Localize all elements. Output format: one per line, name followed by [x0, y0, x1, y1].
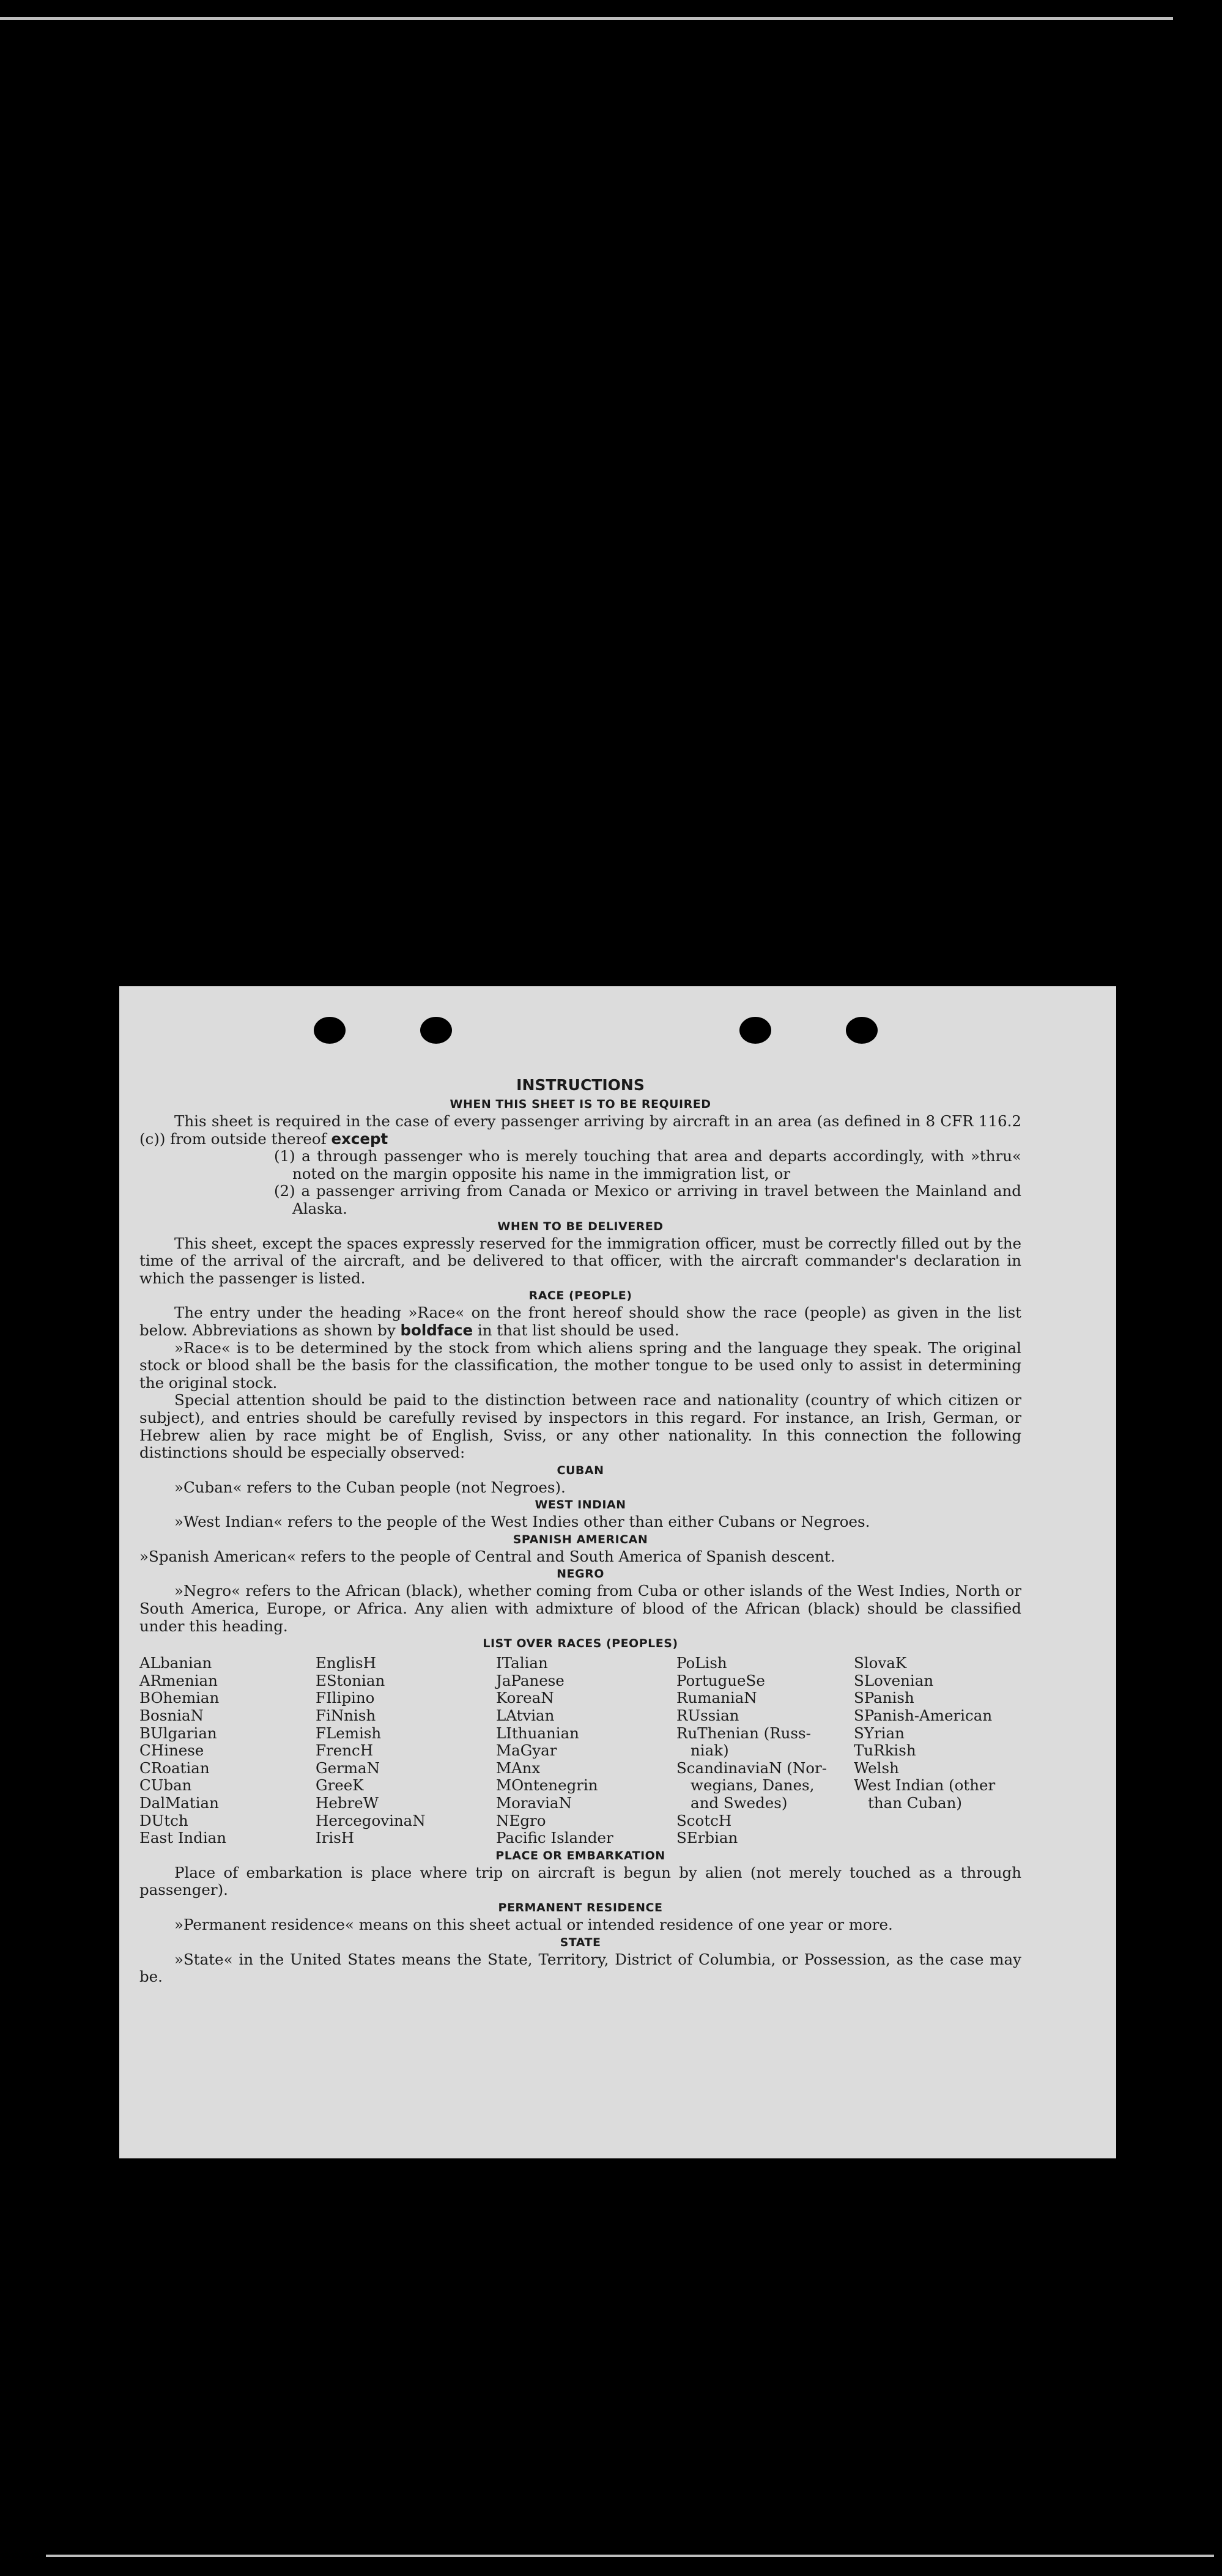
race-column-5	[854, 1655, 1019, 1847]
heading-west-indian: WEST INDIAN	[535, 1498, 626, 1512]
race-item: RuThenian (Russ-	[676, 1724, 811, 1742]
race-item: LAtvian	[496, 1707, 555, 1725]
race-item: West Indian (other	[854, 1776, 996, 1795]
text-race-1b: in that list should be used.	[477, 1321, 680, 1339]
text-boldface: boldface	[400, 1321, 473, 1339]
race-item: EStonian	[316, 1671, 385, 1689]
race-column-4	[676, 1655, 854, 1847]
race-item: LIthuanian	[496, 1724, 579, 1742]
paragraph-race-1	[139, 1304, 1021, 1339]
race-item: GreeK	[316, 1776, 364, 1795]
race-item-continued: niak)	[691, 1741, 729, 1760]
heading-when-delivered: WHEN TO BE DELIVERED	[497, 1219, 664, 1233]
heading-negro: NEGRO	[557, 1567, 604, 1581]
paragraph-embarkation: Place of embarkation is place where trip on aircraft is begun by alien (not merely touched as a through passenger).	[139, 1863, 1021, 1899]
paragraph-state: »State« in the United States means the State, Territory, District of Columbia, or Possession, as the case may be.	[139, 1950, 1021, 1986]
race-item: PoLish	[676, 1654, 727, 1672]
race-item: SPanish-American	[854, 1707, 993, 1725]
race-item: HebreW	[316, 1794, 379, 1812]
punch-hole	[739, 1017, 771, 1044]
punch-hole	[420, 1017, 452, 1044]
paragraph-race-3: Special attention should be paid to the distinction between race and nationality (country of which citizen or subject), and entries should be carefully revised by inspectors in this regard. For instance, an Irish, German, or Hebrew alien by race might be of English, Sviss, or any other nationality. In this connection the following distinctions should be especially observed:	[139, 1391, 1021, 1462]
race-item: SPanish	[854, 1689, 914, 1707]
race-item: Pacific Islander	[496, 1829, 613, 1847]
heading-cuban: CUBAN	[557, 1463, 604, 1477]
heading-permanent-residence: PERMANENT RESIDENCE	[498, 1900, 663, 1914]
race-item: ScotcH	[676, 1811, 732, 1829]
race-item-continued: than Cuban)	[868, 1794, 962, 1812]
race-item: FiNnish	[316, 1707, 376, 1725]
heading-state: STATE	[560, 1935, 601, 1949]
race-item: CRoatian	[139, 1759, 210, 1777]
instruction-sheet	[119, 986, 1116, 2158]
race-list	[139, 1655, 1021, 1847]
race-item: MAnx	[496, 1759, 541, 1777]
paragraph-permanent-residence: »Permanent residence« means on this sheet actual or intended residence of one year or more.	[174, 1915, 893, 1933]
race-item: ScandinaviaN (Nor-	[676, 1759, 828, 1777]
race-item: East Indian	[139, 1829, 227, 1847]
punch-hole	[846, 1017, 878, 1044]
race-item: NEgro	[496, 1811, 546, 1829]
race-item: SErbian	[676, 1829, 738, 1847]
race-item: MoraviaN	[496, 1794, 572, 1812]
race-item: CHinese	[139, 1741, 204, 1760]
punch-hole	[314, 1017, 346, 1044]
race-item: ALbanian	[139, 1654, 212, 1672]
race-item: DUtch	[139, 1811, 188, 1829]
bottom-film-edge	[46, 2555, 1214, 2557]
race-item: SYrian	[854, 1724, 905, 1742]
race-item: Welsh	[854, 1759, 899, 1777]
heading-race: RACE (PEOPLE)	[528, 1289, 632, 1303]
paragraph-west-indian: »West Indian« refers to the people of the West Indies other than either Cubans or Negroes.	[174, 1513, 870, 1531]
race-item-continued: and Swedes)	[691, 1794, 788, 1812]
race-item-continued: wegians, Danes,	[691, 1776, 815, 1795]
race-item: PortugueSe	[676, 1671, 765, 1689]
top-film-edge	[0, 17, 1173, 20]
exception-item-2: (2) a passenger arriving from Canada or Mexico or arriving in travel between the Mainland and Alaska.	[274, 1182, 1021, 1217]
race-item: RumaniaN	[676, 1689, 757, 1707]
exception-item-1: (1) a through passenger who is merely touching that area and departs accordingly, with »thru« noted on the margin opposite his name in the immigration list, or	[274, 1147, 1021, 1183]
race-column-2	[316, 1655, 496, 1847]
race-item: FLemish	[316, 1724, 382, 1742]
race-item: MOntenegrin	[496, 1776, 598, 1795]
heading-when-required: WHEN THIS SHEET IS TO BE REQUIRED	[450, 1098, 711, 1111]
paragraph-spanish-american: »Spanish American« refers to the people of Central and South America of Spanish descent.	[139, 1547, 835, 1565]
paragraph-race-2: »Race« is to be determined by the stock from which aliens spring and the language they speak. The original stock or blood shall be the basis for the classification, the mother tongue to be used only to assist in determining the original stock.	[139, 1338, 1021, 1392]
race-item: RUssian	[676, 1707, 739, 1725]
text-race-1a: The entry under the heading »Race« on the front hereof should show the race (people) as given in the list below. Abbreviations as shown by	[139, 1304, 1021, 1339]
race-item: FIlipino	[316, 1689, 375, 1707]
race-item: ITalian	[496, 1654, 548, 1672]
race-item: MaGyar	[496, 1741, 557, 1760]
page-title: INSTRUCTIONS	[516, 1076, 645, 1094]
race-item: BOhemian	[139, 1689, 220, 1707]
text-when-required: This sheet is required in the case of every passenger arriving by aircraft in an area (as defined in 8 CFR 116.2 (c)) from outside thereof	[139, 1112, 1021, 1148]
race-item: FrencH	[316, 1741, 374, 1760]
race-item: SLovenian	[854, 1671, 934, 1689]
text-except: except	[331, 1129, 388, 1148]
race-item: HercegovinaN	[316, 1811, 426, 1829]
race-item: SlovaK	[854, 1654, 907, 1672]
race-column-1	[139, 1655, 316, 1847]
paragraph-negro: »Negro« refers to the African (black), whether coming from Cuba or other islands of the West Indies, North or South America, Europe, or Africa. Any alien with admixture of blood of the African (black) should be classified under this heading.	[139, 1582, 1021, 1635]
race-item: BUlgarian	[139, 1724, 217, 1742]
race-item: TuRkish	[854, 1741, 916, 1760]
heading-spanish-american: SPANISH AMERICAN	[513, 1532, 648, 1546]
race-item: GermaN	[316, 1759, 380, 1777]
race-item: EnglisH	[316, 1654, 376, 1672]
heading-embarkation: PLACE OR EMBARKATION	[495, 1848, 665, 1862]
race-item: ARmenian	[139, 1671, 218, 1689]
race-item: CUban	[139, 1776, 192, 1795]
heading-race-list: LIST OVER RACES (PEOPLES)	[483, 1637, 678, 1651]
race-column-3	[496, 1655, 676, 1847]
race-item: KoreaN	[496, 1689, 554, 1707]
paragraph-when-delivered: This sheet, except the spaces expressly reserved for the immigration officer, must be correctly filled out by the time of the arrival of the aircraft, and be delivered to that officer, with the aircraft commander's declaration in which the passenger is listed.	[139, 1234, 1021, 1287]
paragraph-cuban: »Cuban« refers to the Cuban people (not Negroes).	[174, 1478, 566, 1496]
race-item: DalMatian	[139, 1794, 219, 1812]
race-item: BosniaN	[139, 1707, 204, 1725]
paragraph-when-required	[139, 1113, 1021, 1148]
race-item: JaPanese	[496, 1671, 565, 1689]
race-item: IrisH	[316, 1829, 355, 1847]
